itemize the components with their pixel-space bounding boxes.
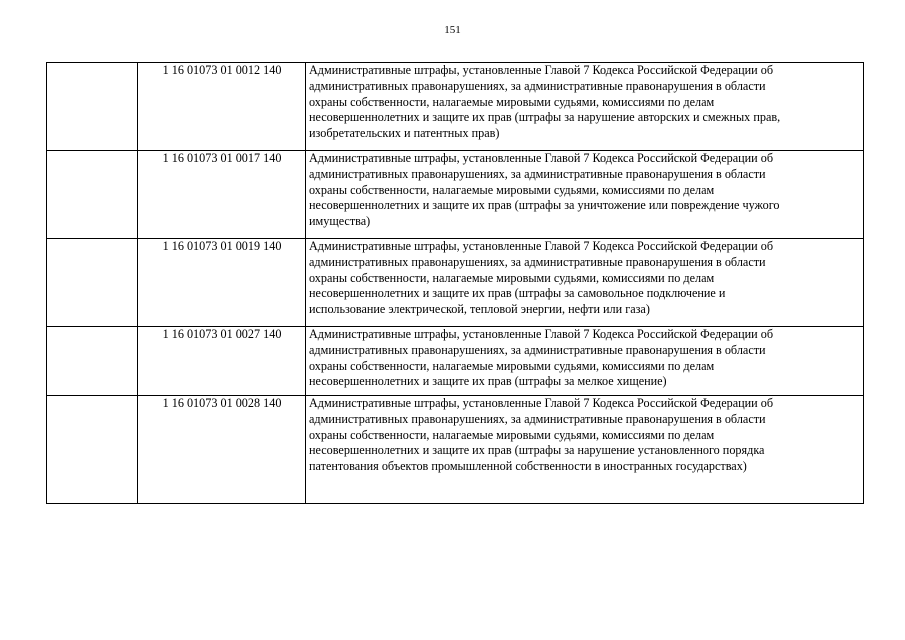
code-cell: 1 16 01073 01 0019 140 (138, 239, 306, 327)
table-row (47, 63, 864, 151)
description-cell: Административные штрафы, установленные Главой 7 Кодекса Российской Федерации об административных правонарушениях, за административные правонарушения в области охраны собственности, налагаемые мировыми судьями, комиссиями по делам несовершеннолетних и защите их прав (штрафы за самовольное подключение и использование электрической, тепловой энергии, нефти или газа) (306, 239, 864, 327)
code-cell: 1 16 01073 01 0027 140 (138, 327, 306, 396)
code-cell: 1 16 01073 01 0028 140 (138, 396, 306, 504)
code-cell: 1 16 01073 01 0012 140 (138, 63, 306, 151)
empty-cell (47, 396, 138, 504)
table-row (47, 327, 864, 396)
description-cell: Административные штрафы, установленные Главой 7 Кодекса Российской Федерации об административных правонарушениях, за административные правонарушения в области охраны собственности, налагаемые мировыми судьями, комиссиями по делам несовершеннолетних и защите их прав (штрафы за нарушение установленного порядка патентования объектов промышленной собственности в иностранных государствах) (306, 396, 864, 504)
code-cell: 1 16 01073 01 0017 140 (138, 151, 306, 239)
description-cell: Административные штрафы, установленные Главой 7 Кодекса Российской Федерации об административных правонарушениях, за административные правонарушения в области охраны собственности, налагаемые мировыми судьями, комиссиями по делам несовершеннолетних и защите их прав (штрафы за уничтожение или повреждение чужого имущества) (306, 151, 864, 239)
empty-cell (47, 327, 138, 396)
table-row (47, 396, 864, 504)
budget-codes-table (46, 62, 864, 504)
description-cell: Административные штрафы, установленные Главой 7 Кодекса Российской Федерации об административных правонарушениях, за административные правонарушения в области охраны собственности, налагаемые мировыми судьями, комиссиями по делам несовершеннолетних и защите их прав (штрафы за мелкое хищение) (306, 327, 864, 396)
page-number: 151 (444, 24, 461, 36)
description-cell: Административные штрафы, установленные Главой 7 Кодекса Российской Федерации об административных правонарушениях, за административные правонарушения в области охраны собственности, налагаемые мировыми судьями, комиссиями по делам несовершеннолетних и защите их прав (штрафы за нарушение авторских и смежных прав, изобретательских и патентных прав) (306, 63, 864, 151)
empty-cell (47, 63, 138, 151)
table-row (47, 151, 864, 239)
table-row (47, 239, 864, 327)
empty-cell (47, 151, 138, 239)
empty-cell (47, 239, 138, 327)
